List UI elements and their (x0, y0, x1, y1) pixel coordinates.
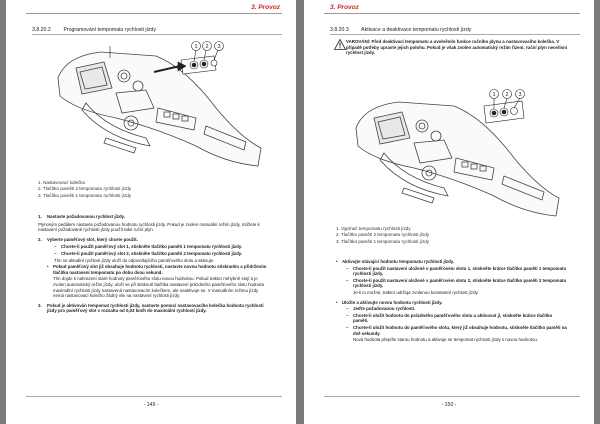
step-text: Plynovým pedálem nastavte požadovanou hodnotu rychlosti jízdy. Pokud je zvolen manuální režim jízdy, můžete k nastavení požadované rychlosti jízdy použít také ruční plyn. (38, 221, 260, 233)
sub-item: Jeďte požadovanou rychlostí. (353, 306, 416, 312)
instructions: 1. Nastavte požadovanou rychlost jízdy. Plynovým pedálem nastavte požadovanou hodnotu rychlosti jízdy. Pokud je zvolen manuální režim jízdy, můžete k nastavení požadované rychlosti jízdy použít také ruční plyn. 2. Vyberte paměťový slot, který chcete použít. – Chcete-li použít paměťový slot 1, stiskněte tlačítko paměti 1 tempomatu rychlosti jízdy. – Chcete-li použít paměťový slot 2, stiskněte tlačítko paměti 2 tempomatu rychlosti jízdy. Tím se aktuální rychlost jízdy uloží do odpovídajícího paměťového slotu a aktivuje. • Pokud paměťový slot již obsahuje hodnotu rychlosti, nastavte novou hodnotu stisknutím a přidržením tlačítka nastavení tempomatu po dobu dvou sekund. Tím dojde k nahrazení staré hodnoty paměťového slotu novou hodnotou. Pokud traktor nehybně stojí a je zvolen automatický režim jízdy, uloží se při stisknutí tlačítka nastavení prázdného paměťového slotu hodnota maximální rychlosti jízdy nastavená nastavovacím kolečkem, ale neaktivuje se. V manuálním režimu jízdy nemá nastavovací kolečko žádný vliv na nastavení rychlosti jízdy. 3. Pokud je aktivován tempomat rychlosti jízdy, nastavte pomocí nastavovacího kolečka hodnotu rychlosti jízdy pro paměťový slot v rozsahu od 0,03 km/h do maximální rychlosti jízdy. (38, 214, 270, 316)
section-heading (330, 27, 580, 35)
armrest-console-illustration (46, 38, 266, 173)
section-title: Programování tempomatu rychlosti jízdy (63, 27, 156, 33)
section-note: Nová hodnota přepíše starou hodnotu a aktivuje se tempomat rychlosti jízdy s novou hodnotou. (353, 337, 539, 343)
callout-3: 3 (217, 44, 221, 50)
legend-item: 2. Tlačítko paměti 2 tempomatu rychlosti jízdy (336, 232, 430, 238)
chapter-header: 3. Provoz (330, 4, 359, 11)
bullet-item: Uložte a aktivujte novou hodnotu rychlosti jízdy. (342, 299, 443, 305)
chapter-header: 3. Provoz (251, 4, 280, 11)
page-number: - 150 - (441, 402, 457, 408)
legend-item: 1. Vypínač tempomatu rychlosti jízdy (336, 226, 411, 231)
warning-box (334, 39, 570, 56)
step-number: 3. (38, 302, 42, 308)
figure-legend (336, 226, 429, 245)
step-title: Pokud je aktivován tempomat rychlosti jízdy, nastavte pomocí nastavovacího kolečka hodnotu rychlosti jízdy pro paměťový slot v rozsahu od 0,03 km/h do maximální rychlosti jízdy. (47, 302, 264, 314)
instructions: • Aktivujte stávající hodnotu tempomatu rychlosti jízdy. – Chcete-li použít nastavení uložené v paměťovém slotu 1, stiskněte krátce tlačítko paměti 1 tempomatu rychlosti jízdy. – Chcete-li použít nastavení uložené v paměťovém slotu 2, stiskněte krátce tlačítko paměti 2 tempomatu rychlosti jízdy. Je-li to možné, traktor udržuje zvolenou konstantní rychlost jízdy. • Uložte a aktivujte novou hodnotu rychlosti jízdy. – Jeďte požadovanou rychlostí. – Chcete-li uložit hodnotu do prázdného paměťového slotu a aktivovat jí, stiskněte krátce tlačítko paměti. – Chcete-li uložit hodnotu do paměťového slotu, který již obsahuje hodnotu, stiskněte tlačítko paměti na dvě sekundy. Nová hodnota přepíše starou hodnotu a aktivuje se tempomat rychlosti jízdy s novou hodnotou. (336, 259, 567, 343)
section-note: Je-li to možné, traktor udržuje zvolenou konstantní rychlost jízdy. (353, 289, 479, 295)
header-rule (26, 13, 282, 14)
legend-item: 3. Tlačítko paměti 1 tempomatu rychlosti jízdy (38, 192, 132, 198)
warning-icon (334, 39, 346, 50)
sub-item: Chcete-li použít paměťový slot 2, stiskněte tlačítko paměti 2 tempomatu rychlosti jízdy. (61, 250, 243, 256)
sub-item: Chcete-li použít paměťový slot 1, stiskněte tlačítko paměti 1 tempomatu rychlosti jízdy. (61, 244, 243, 250)
step-title: Nastavte požadovanou rychlost jízdy. (47, 214, 125, 219)
sub-item: Chcete-li uložit hodnotu do prázdného paměťového slotu a aktivovat jí, stiskněte krátce tlačítko paměti. (353, 312, 553, 324)
footer-rule (26, 396, 282, 397)
sub-item: Chcete-li uložit hodnotu do paměťového slotu, který již obsahuje hodnotu, stiskněte tlačítko paměti na dvě sekundy. (353, 324, 567, 336)
callout-2: 2 (205, 44, 209, 50)
armrest-console-illustration (344, 88, 564, 223)
callout-3: 3 (518, 92, 522, 98)
header-rule (324, 13, 580, 14)
section-number: 3.8.20.2 (32, 27, 51, 33)
sub-item: Chcete-li použít nastavení uložené v paměťovém slotu 1, stiskněte krátce tlačítko paměti 1 tempomatu rychlosti jízdy. (353, 265, 567, 277)
page-number: - 149 - (143, 402, 159, 408)
page-149 (6, 0, 296, 424)
step-note: Tím se aktuální rychlost jízdy uloží do odpovídajícího paměťového slotu a aktivuje. (54, 257, 215, 263)
callout-1: 1 (492, 92, 496, 98)
section-heading (32, 27, 282, 35)
callout-1: 1 (194, 44, 198, 50)
figure-legend (38, 180, 131, 199)
step-title: Vyberte paměťový slot, který chcete použít. (47, 236, 138, 242)
warning-text: VAROVÁNÍ: Před deaktivací tempomatu a uvolněním funkce ručního plynu a nastavovacího kolečka. V případě potřeby upravte jejich polohu. Pokud je však zvolen automatický režim řízení, ruční plyn neovlivní rychlost jízdy. (346, 39, 568, 56)
bullet-item: Pokud paměťový slot již obsahuje hodnotu rychlosti, nastavte novou hodnotu stisknutím a přidržením tlačítka nastavení tempomatu po dobu dvou sekund. (53, 264, 267, 275)
bullet-item: Aktivujte stávající hodnotu tempomatu rychlosti jízdy. (342, 259, 455, 264)
step-number: 1. (38, 214, 42, 219)
step-number: 2. (38, 236, 42, 242)
footer-rule (324, 396, 580, 397)
legend-item: 1. Nastavovací kolečko (38, 180, 86, 185)
sub-item: Chcete-li použít nastavení uložené v paměťovém slotu 2, stiskněte krátce tlačítko paměti 2 tempomatu rychlosti jízdy. (353, 277, 567, 289)
callout-2: 2 (505, 92, 509, 98)
legend-item: 2. Tlačítko paměti 2 tempomatu rychlosti jízdy (38, 186, 132, 192)
step-text: Tím dojde k nahrazení staré hodnoty paměťového slotu novou hodnotou. Pokud traktor nehybně stojí a je zvolen automatický režim jízdy, uloží se při stisknutí tlačítka nastavení prázdného paměťového slotu hodnota maximální rychlosti jízdy nastavená nastavovacím kolečkem, ale neaktivuje se. V manuálním režimu jízdy nemá nastavovací kolečko žádný vliv na nastavení rychlosti jízdy. (53, 276, 264, 299)
section-title: Aktivace a deaktivace tempomatu rychlosti jízdy (361, 27, 472, 33)
legend-item: 3. Tlačítko paměti 1 tempomatu rychlosti jízdy (336, 238, 430, 244)
page-150 (304, 0, 594, 424)
section-number: 3.8.20.3 (330, 27, 349, 33)
